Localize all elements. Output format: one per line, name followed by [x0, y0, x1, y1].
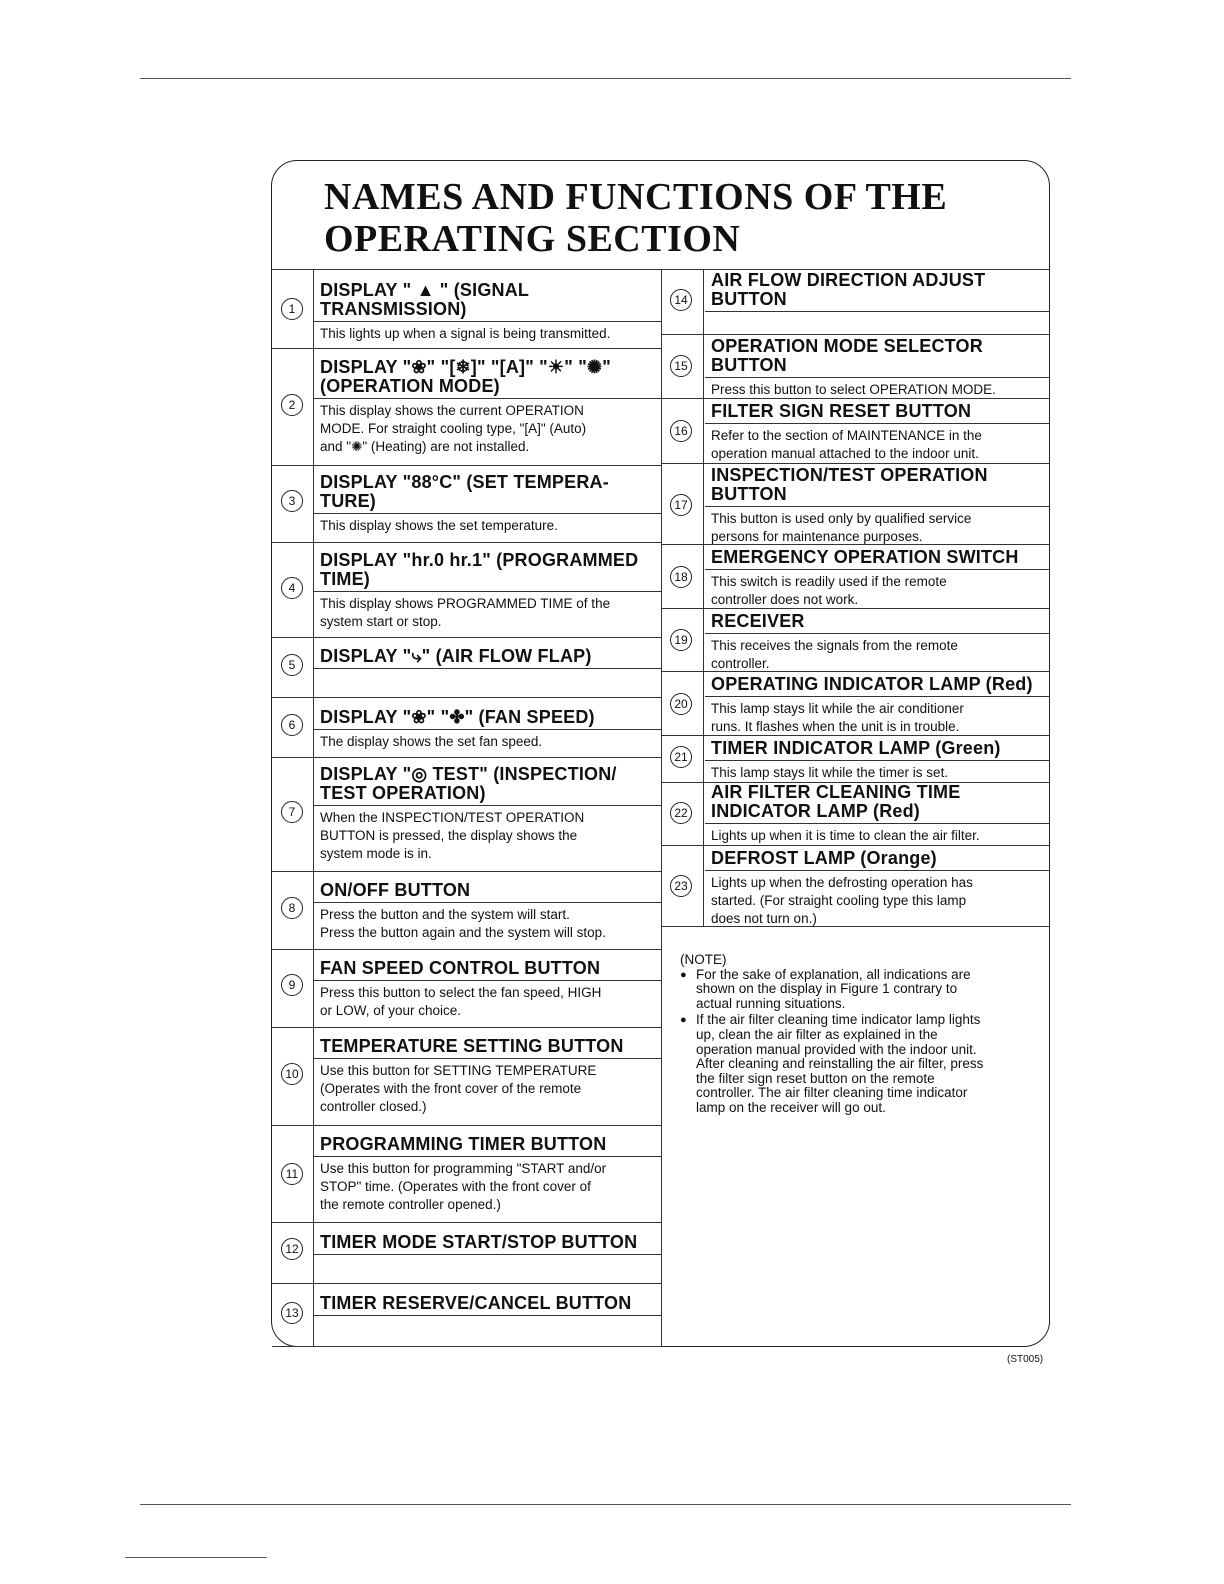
- note-item: ● For the sake of explanation, all indications are shown on the display in Figure 1 contrary to actual running situations.: [696, 968, 1032, 1012]
- item-heading: TEMPERATURE SETTING BUTTON: [320, 1036, 624, 1056]
- item-row-border: [661, 671, 1049, 672]
- item-row-border: [272, 697, 661, 698]
- item-heading: TIMER MODE START/STOP BUTTON: [320, 1232, 638, 1252]
- item-heading-underline: [314, 591, 661, 592]
- page-title: NAMES AND FUNCTIONS OF THE OPERATING SECTION: [324, 176, 948, 260]
- item-heading: FAN SPEED CONTROL BUTTON: [320, 958, 601, 978]
- item-heading: PROGRAMMING TIMER BUTTON: [320, 1134, 607, 1154]
- item-row-border: [661, 735, 1049, 736]
- item-description: When the INSPECTION/TEST OPERATION BUTTON is pressed, the display shows the system mode is in.: [320, 810, 585, 861]
- item-number-badge: 2: [281, 394, 303, 416]
- item-row-border: [272, 542, 661, 543]
- item-heading-underline: [705, 506, 1049, 507]
- item-heading: DISPLAY "⤷" (AIR FLOW FLAP): [320, 646, 592, 666]
- item-row-border: [661, 608, 1049, 609]
- item-description: This display shows PROGRAMMED TIME of the system start or stop.: [320, 596, 611, 629]
- item-heading: INSPECTION/TEST OPERATION BUTTON: [711, 465, 988, 504]
- item-heading: ON/OFF BUTTON: [320, 880, 471, 900]
- item-heading: DISPLAY "◎ TEST" (INSPECTION/ TEST OPERATION): [320, 764, 617, 803]
- item-description: The display shows the set fan speed.: [320, 734, 543, 749]
- item-heading-underline: [705, 423, 1049, 424]
- item-description: Press this button to select the fan speed, HIGH or LOW, of your choice.: [320, 985, 602, 1018]
- item-row-border: [661, 926, 1049, 927]
- item-number-badge: 13: [281, 1302, 303, 1324]
- item-heading: TIMER INDICATOR LAMP (Green): [711, 738, 1001, 758]
- item-number-badge: 5: [281, 654, 303, 676]
- item-description: This display shows the set temperature.: [320, 518, 558, 533]
- center-divider: [661, 269, 662, 1346]
- item-row-border: [272, 871, 661, 872]
- item-heading-underline: [314, 729, 661, 730]
- item-description: This receives the signals from the remote controller.: [711, 638, 958, 671]
- item-heading-underline: [314, 1254, 661, 1255]
- item-description: Lights up when it is time to clean the air filter.: [711, 828, 980, 843]
- item-number-badge: 12: [281, 1238, 303, 1260]
- item-row-border: [272, 1346, 661, 1347]
- item-description: Refer to the section of MAINTENANCE in the operation manual attached to the indoor unit.: [711, 428, 982, 461]
- item-description: This switch is readily used if the remote controller does not work.: [711, 574, 947, 607]
- item-heading: DISPLAY "❀" "✤" (FAN SPEED): [320, 707, 595, 727]
- top-rule: [140, 78, 1071, 79]
- item-description: Press the button and the system will start. Press the button again and the system will stop.: [320, 907, 606, 940]
- item-heading-underline: [705, 870, 1049, 871]
- item-description: This button is used only by qualified service persons for maintenance purposes.: [711, 511, 972, 544]
- item-heading-underline: [705, 823, 1049, 824]
- item-description: This display shows the current OPERATION MODE. For straight cooling type, "[A]" (Auto) and "✺" (Heating) are not installed.: [320, 403, 587, 454]
- item-heading-underline: [314, 1315, 661, 1316]
- item-heading: TIMER RESERVE/CANCEL BUTTON: [320, 1293, 632, 1313]
- item-row-border: [272, 637, 661, 638]
- item-heading-underline: [314, 398, 661, 399]
- item-description: Press this button to select OPERATION MODE.: [711, 382, 996, 397]
- item-number-badge: 7: [281, 801, 303, 823]
- item-heading: RECEIVER: [711, 611, 805, 631]
- item-row-border: [661, 845, 1049, 846]
- item-heading-underline: [705, 696, 1049, 697]
- item-description: This lamp stays lit while the timer is set.: [711, 765, 949, 780]
- item-number-badge: 10: [281, 1063, 303, 1085]
- item-number-badge: 18: [670, 566, 692, 588]
- item-row-border: [272, 465, 661, 466]
- item-number-badge: 14: [670, 289, 692, 311]
- item-row-border: [272, 949, 661, 950]
- item-heading-underline: [314, 1058, 661, 1059]
- item-number-badge: 15: [670, 355, 692, 377]
- item-heading-underline: [705, 633, 1049, 634]
- item-number-badge: 4: [281, 577, 303, 599]
- item-number-badge: 8: [281, 897, 303, 919]
- item-heading-underline: [314, 513, 661, 514]
- item-number-badge: 3: [281, 490, 303, 512]
- item-description: This lights up when a signal is being transmitted.: [320, 326, 611, 341]
- item-description: This lamp stays lit while the air conditioner runs. It flashes when the unit is in trouble.: [711, 701, 964, 734]
- item-row-border: [272, 1222, 661, 1223]
- item-heading: AIR FILTER CLEANING TIME INDICATOR LAMP (Red): [711, 782, 961, 821]
- item-row-border: [661, 398, 1049, 399]
- item-number-badge: 11: [281, 1163, 303, 1185]
- item-row-border: [272, 348, 661, 349]
- item-number-badge: 6: [281, 714, 303, 736]
- item-number-badge: 19: [670, 629, 692, 651]
- bottom-rule: [140, 1504, 1071, 1505]
- item-heading-underline: [705, 377, 1049, 378]
- item-row-border: [272, 757, 661, 758]
- item-heading: DISPLAY "88°C" (SET TEMPERA- TURE): [320, 472, 609, 511]
- item-heading: DISPLAY " ▲ " (SIGNAL TRANSMISSION): [320, 280, 530, 319]
- footer-link-underline: [125, 1557, 267, 1558]
- note-item: ● If the air filter cleaning time indicator lamp lights up, clean the air filter as explained in the operation manual provided with the indoor unit. After cleaning and reinstalling the air filter, press the filter sign reset button on the remote controller. The air filter cleaning time indicator lamp on the receiver will go out.: [696, 1013, 1032, 1115]
- item-heading: EMERGENCY OPERATION SWITCH: [711, 547, 1019, 567]
- item-heading-underline: [705, 760, 1049, 761]
- note-section: [680, 953, 1032, 1118]
- item-heading: AIR FLOW DIRECTION ADJUST BUTTON: [711, 270, 986, 309]
- item-heading: DISPLAY "hr.0 hr.1" (PROGRAMMED TIME): [320, 550, 639, 589]
- item-row-border: [272, 1125, 661, 1126]
- item-description: Lights up when the defrosting operation has started. (For straight cooling type this lamp does not turn on.): [711, 875, 973, 926]
- item-number-badge: 1: [281, 298, 303, 320]
- item-heading: DEFROST LAMP (Orange): [711, 848, 937, 868]
- item-description: Use this button for programming "START and/or STOP" time. (Operates with the front cover of the remote controller opened.): [320, 1161, 607, 1212]
- item-heading-underline: [705, 569, 1049, 570]
- item-heading-underline: [705, 311, 1049, 312]
- item-heading-underline: [314, 805, 661, 806]
- figure-code: (ST005): [1007, 1354, 1044, 1365]
- note-list: [680, 968, 1032, 1116]
- item-heading-underline: [314, 321, 661, 322]
- item-heading-underline: [314, 902, 661, 903]
- item-row-border: [272, 1027, 661, 1028]
- item-number-badge: 17: [670, 494, 692, 516]
- item-heading-underline: [314, 980, 661, 981]
- item-heading-underline: [314, 668, 661, 669]
- item-description: Use this button for SETTING TEMPERATURE (Operates with the front cover of the remote controller closed.): [320, 1063, 597, 1114]
- note-label: (NOTE): [680, 952, 727, 967]
- item-row-border: [661, 544, 1049, 545]
- item-heading: OPERATING INDICATOR LAMP (Red): [711, 674, 1033, 694]
- item-number-badge: 20: [670, 693, 692, 715]
- right-number-column-divider: [703, 269, 704, 926]
- item-number-badge: 22: [670, 802, 692, 824]
- left-number-column-divider: [313, 269, 314, 1346]
- item-number-badge: 21: [670, 746, 692, 768]
- item-heading: DISPLAY "❀" "[❄]" "[A]" "☀" "✺" (OPERATION MODE): [320, 357, 611, 396]
- item-row-border: [272, 1283, 661, 1284]
- item-number-badge: 23: [670, 875, 692, 897]
- item-heading: FILTER SIGN RESET BUTTON: [711, 401, 972, 421]
- item-number-badge: 16: [670, 420, 692, 442]
- item-number-badge: 9: [281, 974, 303, 996]
- item-heading: OPERATION MODE SELECTOR BUTTON: [711, 336, 983, 375]
- item-heading-underline: [314, 1156, 661, 1157]
